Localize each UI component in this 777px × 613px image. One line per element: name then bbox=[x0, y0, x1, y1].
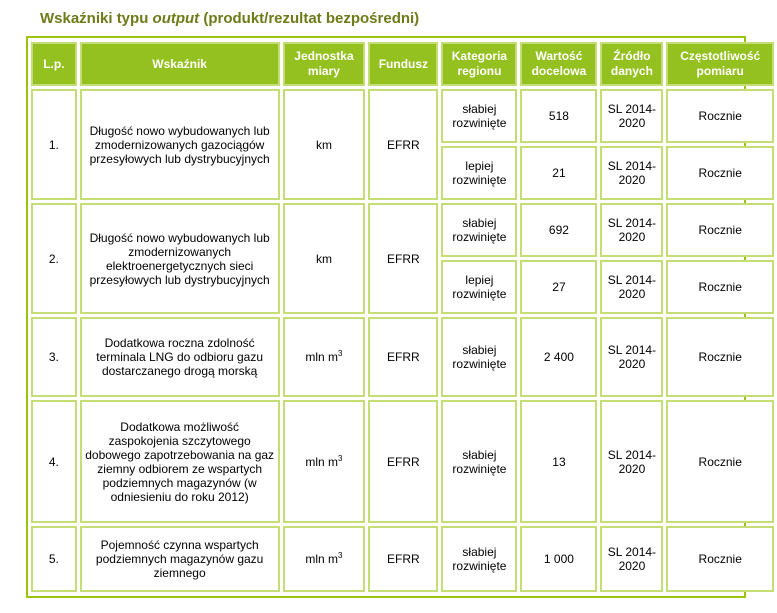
unit-superscript: 3 bbox=[338, 453, 343, 463]
target-cell: 1 000 bbox=[520, 526, 597, 592]
region-cell: lepiej rozwinięte bbox=[441, 260, 517, 314]
fund-cell: EFRR bbox=[368, 526, 438, 592]
target-cell: 13 bbox=[520, 400, 597, 523]
region-cell: słabiej rozwinięte bbox=[441, 317, 517, 397]
frequency-cell: Rocznie bbox=[666, 260, 774, 314]
target-cell: 692 bbox=[520, 203, 597, 257]
unit-text: mln m bbox=[305, 552, 339, 566]
indicator-cell: Długość nowo wybudowanych lub zmodernizowanych gazociągów przesyłowych lub dystrybucyjnych bbox=[80, 89, 280, 200]
unit-text: km bbox=[315, 137, 332, 152]
table-row bbox=[31, 89, 774, 143]
fund-cell: EFRR bbox=[368, 400, 438, 523]
title-emphasis: output bbox=[152, 10, 200, 27]
header-row bbox=[31, 42, 774, 86]
target-cell: 27 bbox=[520, 260, 597, 314]
unit-cell bbox=[283, 203, 366, 314]
header-region: Kategoria regionu bbox=[441, 42, 517, 86]
source-cell: SL 2014-2020 bbox=[600, 146, 663, 200]
title-suffix: (produkt/rezultat bezpośredni) bbox=[203, 10, 420, 27]
header-source: Źródło danych bbox=[600, 42, 663, 86]
region-cell: lepiej rozwinięte bbox=[441, 146, 517, 200]
header-unit: Jednostka miary bbox=[283, 42, 366, 86]
table-row bbox=[31, 526, 774, 592]
title-prefix: Wskaźniki typu bbox=[40, 10, 149, 27]
target-cell: 518 bbox=[520, 89, 597, 143]
lp-cell: 2. bbox=[31, 203, 77, 314]
source-cell: SL 2014-2020 bbox=[600, 400, 663, 523]
lp-cell: 5. bbox=[31, 526, 77, 592]
lp-cell: 1. bbox=[31, 89, 77, 200]
indicator-cell: Długość nowo wybudowanych lub zmodernizowanych elektroenergetycznych sieci przesyłowych lub dystrybucyjnych bbox=[80, 203, 280, 314]
page-title bbox=[40, 10, 419, 27]
header-fund: Fundusz bbox=[368, 42, 438, 86]
region-cell: słabiej rozwinięte bbox=[441, 203, 517, 257]
indicator-cell: Pojemność czynna wspartych podziemnych magazynów gazu ziemnego bbox=[80, 526, 280, 592]
target-cell: 21 bbox=[520, 146, 597, 200]
indicator-cell: Dodatkowa możliwość zaspokojenia szczytowego dobowego zapotrzebowania na gaz ziemny odbiorem ze wspartych podziemnych magazynów (w odniesieniu do roku 2012) bbox=[80, 400, 280, 523]
target-cell: 2 400 bbox=[520, 317, 597, 397]
unit-text: mln m bbox=[305, 350, 339, 364]
unit-text: km bbox=[315, 251, 332, 266]
unit-cell bbox=[283, 526, 366, 592]
indicators-table bbox=[28, 39, 777, 595]
header-frequency: Częstotliwość pomiaru bbox=[666, 42, 774, 86]
frequency-cell: Rocznie bbox=[666, 400, 774, 523]
lp-cell: 3. bbox=[31, 317, 77, 397]
unit-cell bbox=[283, 89, 366, 200]
source-cell: SL 2014-2020 bbox=[600, 317, 663, 397]
frequency-cell: Rocznie bbox=[666, 203, 774, 257]
unit-text: mln m bbox=[305, 454, 339, 469]
fund-cell: EFRR bbox=[368, 317, 438, 397]
table-row bbox=[31, 203, 774, 257]
table-row bbox=[31, 400, 774, 523]
fund-cell: EFRR bbox=[368, 89, 438, 200]
source-cell: SL 2014-2020 bbox=[600, 203, 663, 257]
frequency-cell: Rocznie bbox=[666, 89, 774, 143]
unit-cell bbox=[283, 317, 366, 397]
header-lp: L.p. bbox=[31, 42, 77, 86]
unit-superscript: 3 bbox=[338, 551, 343, 560]
table-row bbox=[31, 317, 774, 397]
frequency-cell: Rocznie bbox=[666, 526, 774, 592]
region-cell: słabiej rozwinięte bbox=[441, 526, 517, 592]
unit-superscript: 3 bbox=[338, 349, 343, 358]
region-cell: słabiej rozwinięte bbox=[441, 400, 517, 523]
lp-cell: 4. bbox=[31, 400, 77, 523]
frequency-cell: Rocznie bbox=[666, 146, 774, 200]
source-cell: SL 2014-2020 bbox=[600, 526, 663, 592]
region-cell: słabiej rozwinięte bbox=[441, 89, 517, 143]
fund-cell: EFRR bbox=[368, 203, 438, 314]
frequency-cell: Rocznie bbox=[666, 317, 774, 397]
indicator-cell: Dodatkowa roczna zdolność terminala LNG do odbioru gazu dostarczanego drogą morską bbox=[80, 317, 280, 397]
header-indicator: Wskaźnik bbox=[80, 42, 280, 86]
source-cell: SL 2014-2020 bbox=[600, 260, 663, 314]
header-target: Wartość docelowa bbox=[520, 42, 597, 86]
source-cell: SL 2014-2020 bbox=[600, 89, 663, 143]
unit-cell bbox=[283, 400, 366, 523]
